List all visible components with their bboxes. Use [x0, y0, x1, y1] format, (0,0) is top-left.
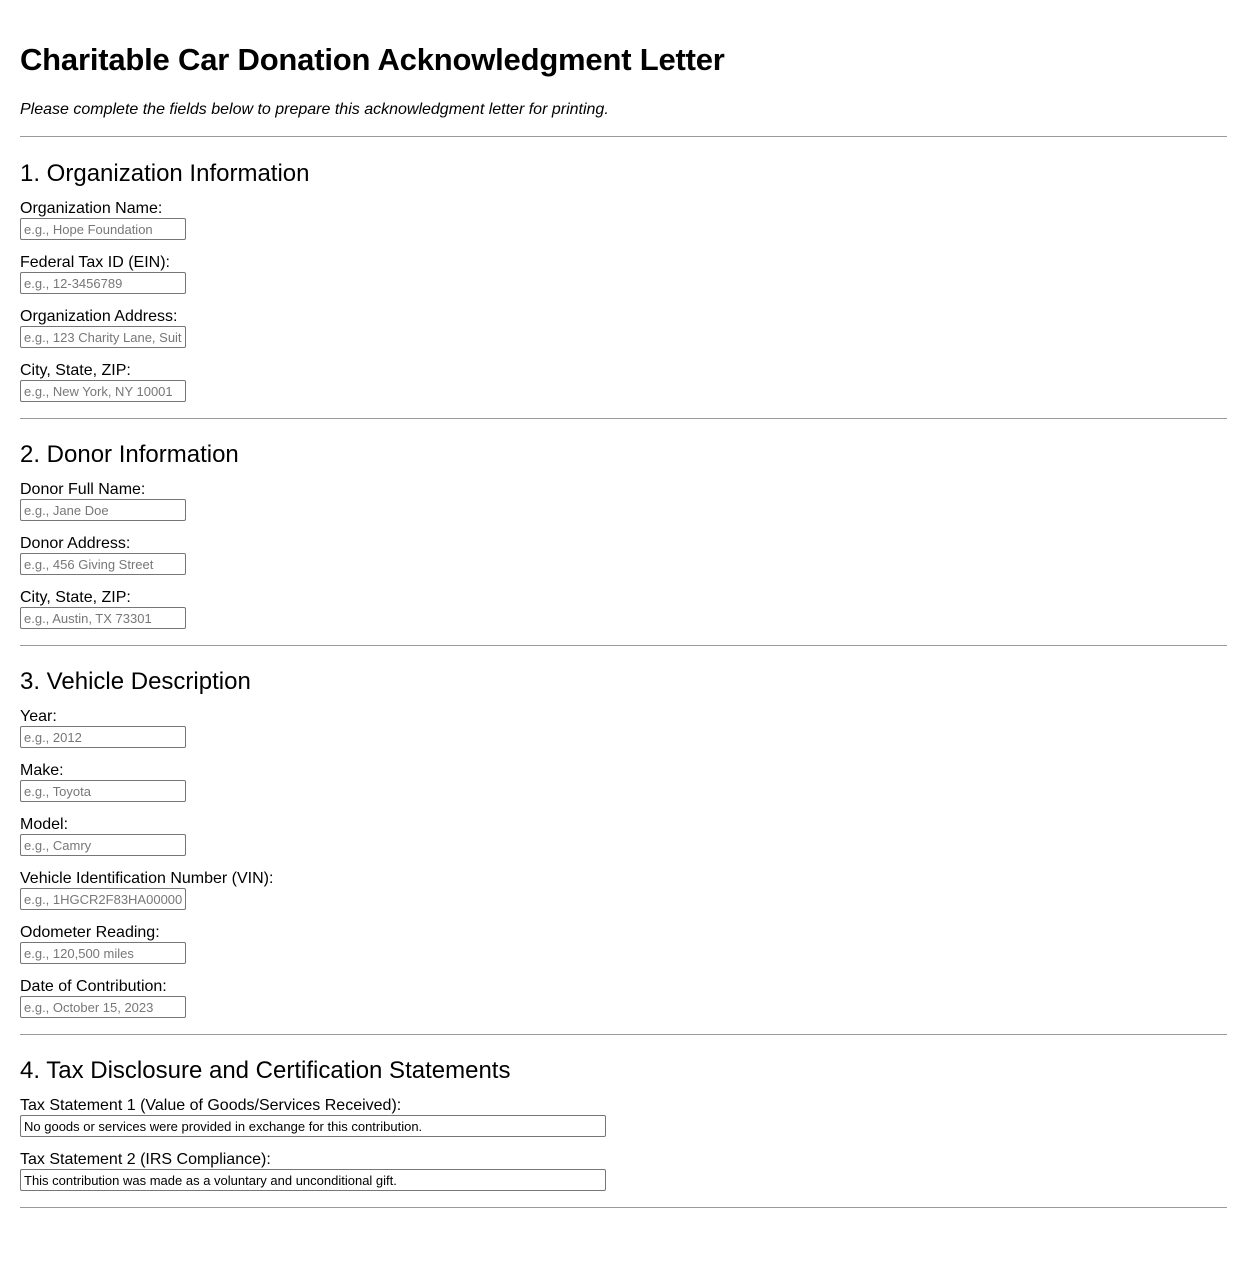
- donor-address-input[interactable]: [20, 553, 186, 575]
- donor-city-input[interactable]: [20, 607, 186, 629]
- section-heading: 2. Donor Information: [20, 441, 239, 468]
- organization-city-field: [20, 362, 1227, 402]
- field-label: Donor Full Name:: [20, 481, 146, 498]
- field-label: Model:: [20, 816, 69, 833]
- organization-address-field: [20, 308, 1227, 348]
- page-instructions: Please complete the fields below to prepare this acknowledgment letter for printing.: [20, 101, 609, 118]
- vehicle-year-input[interactable]: [20, 726, 186, 748]
- field-label: Date of Contribution:: [20, 978, 167, 995]
- organization-name-field: [20, 200, 1227, 240]
- page-title: Charitable Car Donation Acknowledgment Letter: [20, 42, 725, 77]
- field-label: Tax Statement 2 (IRS Compliance):: [20, 1151, 271, 1168]
- ein-field: [20, 254, 1227, 294]
- ein-input[interactable]: [20, 272, 186, 294]
- vehicle-model-field: [20, 816, 1227, 856]
- tax-statement-2-field: [20, 1151, 1227, 1191]
- field-label: Organization Address:: [20, 308, 178, 325]
- donor-name-field: [20, 481, 1227, 521]
- field-label: Federal Tax ID (EIN):: [20, 254, 170, 271]
- field-label: City, State, ZIP:: [20, 362, 131, 379]
- section-heading: 4. Tax Disclosure and Certification Statements: [20, 1057, 511, 1084]
- tax-statement-1-field: [20, 1097, 1227, 1137]
- field-label: Vehicle Identification Number (VIN):: [20, 870, 274, 887]
- field-label: City, State, ZIP:: [20, 589, 131, 606]
- organization-city-input[interactable]: [20, 380, 186, 402]
- field-label: Donor Address:: [20, 535, 131, 552]
- contribution-date-input[interactable]: [20, 996, 186, 1018]
- donor-section: [20, 419, 1227, 629]
- organization-name-input[interactable]: [20, 218, 186, 240]
- section-divider: [20, 1207, 1227, 1208]
- organization-address-input[interactable]: [20, 326, 186, 348]
- organization-section: [20, 137, 1227, 402]
- vehicle-make-field: [20, 762, 1227, 802]
- contribution-date-field: [20, 978, 1227, 1018]
- donor-address-field: [20, 535, 1227, 575]
- vehicle-make-input[interactable]: [20, 780, 186, 802]
- vehicle-section: [20, 646, 1227, 1018]
- section-heading: 1. Organization Information: [20, 160, 310, 187]
- tax-statement-2-input[interactable]: [20, 1169, 606, 1191]
- odometer-field: [20, 924, 1227, 964]
- section-heading: 3. Vehicle Description: [20, 668, 251, 695]
- donor-name-input[interactable]: [20, 499, 186, 521]
- vehicle-year-field: [20, 708, 1227, 748]
- tax-statement-1-input[interactable]: [20, 1115, 606, 1137]
- field-label: Organization Name:: [20, 200, 163, 217]
- field-label: Odometer Reading:: [20, 924, 160, 941]
- tax-section: [20, 1035, 1227, 1191]
- vin-input[interactable]: [20, 888, 186, 910]
- field-label: Tax Statement 1 (Value of Goods/Services Received):: [20, 1097, 402, 1114]
- odometer-input[interactable]: [20, 942, 186, 964]
- donor-city-field: [20, 589, 1227, 629]
- vin-field: [20, 870, 1227, 910]
- field-label: Year:: [20, 708, 57, 725]
- vehicle-model-input[interactable]: [20, 834, 186, 856]
- field-label: Make:: [20, 762, 64, 779]
